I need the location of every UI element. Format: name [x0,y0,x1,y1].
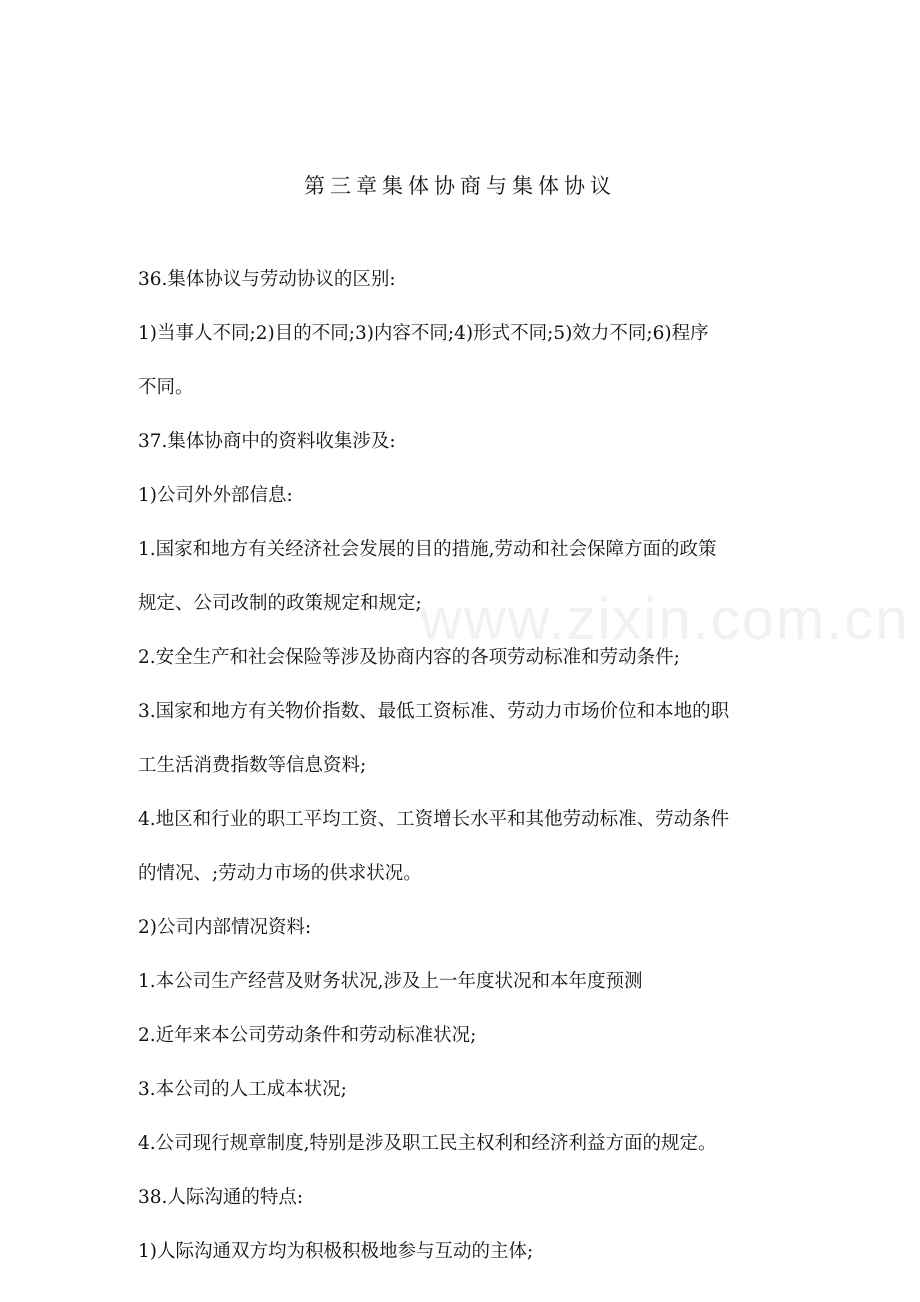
text-line: 规定、公司改制的政策规定和规定; [138,593,422,614]
text-line: 38.人际沟通的特点: [138,1187,304,1208]
text-line: 36.集体协议与劳动协议的区别: [138,269,396,290]
watermark: www.zixin.com.cn [420,587,910,652]
text-line: 工生活消费指数等信息资料; [138,755,367,776]
text-line: 4.公司现行规章制度,特别是涉及职工民主权利和经济利益方面的规定。 [138,1133,717,1154]
text-line: 1)人际沟通双方均为积极积极地参与互动的主体; [138,1241,534,1262]
text-line: 2.近年来本公司劳动条件和劳动标准状况; [138,1025,477,1046]
text-line: 2)公司内部情况资料: [138,917,312,938]
text-line: 1.国家和地方有关经济社会发展的目的措施,劳动和社会保障方面的政策 [138,539,717,560]
text-line: 4.地区和行业的职工平均工资、工资增长水平和其他劳动标准、劳动条件 [138,809,730,830]
text-line: 2.安全生产和社会保险等涉及协商内容的各项劳动标准和劳动条件; [138,647,680,668]
text-line: 3.国家和地方有关物价指数、最低工资标准、劳动力市场价位和本地的职 [138,701,730,722]
text-line: 不同。 [138,377,194,398]
text-line: 1)当事人不同;2)目的不同;3)内容不同;4)形式不同;5)效力不同;6)程序 [138,323,709,344]
text-line: 1.本公司生产经营及财务状况,涉及上一年度状况和本年度预测 [138,971,643,992]
text-line: 的情况、;劳动力市场的供求状况。 [138,863,422,884]
text-line: 37.集体协商中的资料收集涉及: [138,431,396,452]
text-line: 1)公司外外部信息: [138,485,293,506]
text-line: 3.本公司的人工成本状况; [138,1079,347,1100]
chapter-title: 第三章集体协商与集体协议 [304,174,616,198]
document-body [138,253,778,1279]
